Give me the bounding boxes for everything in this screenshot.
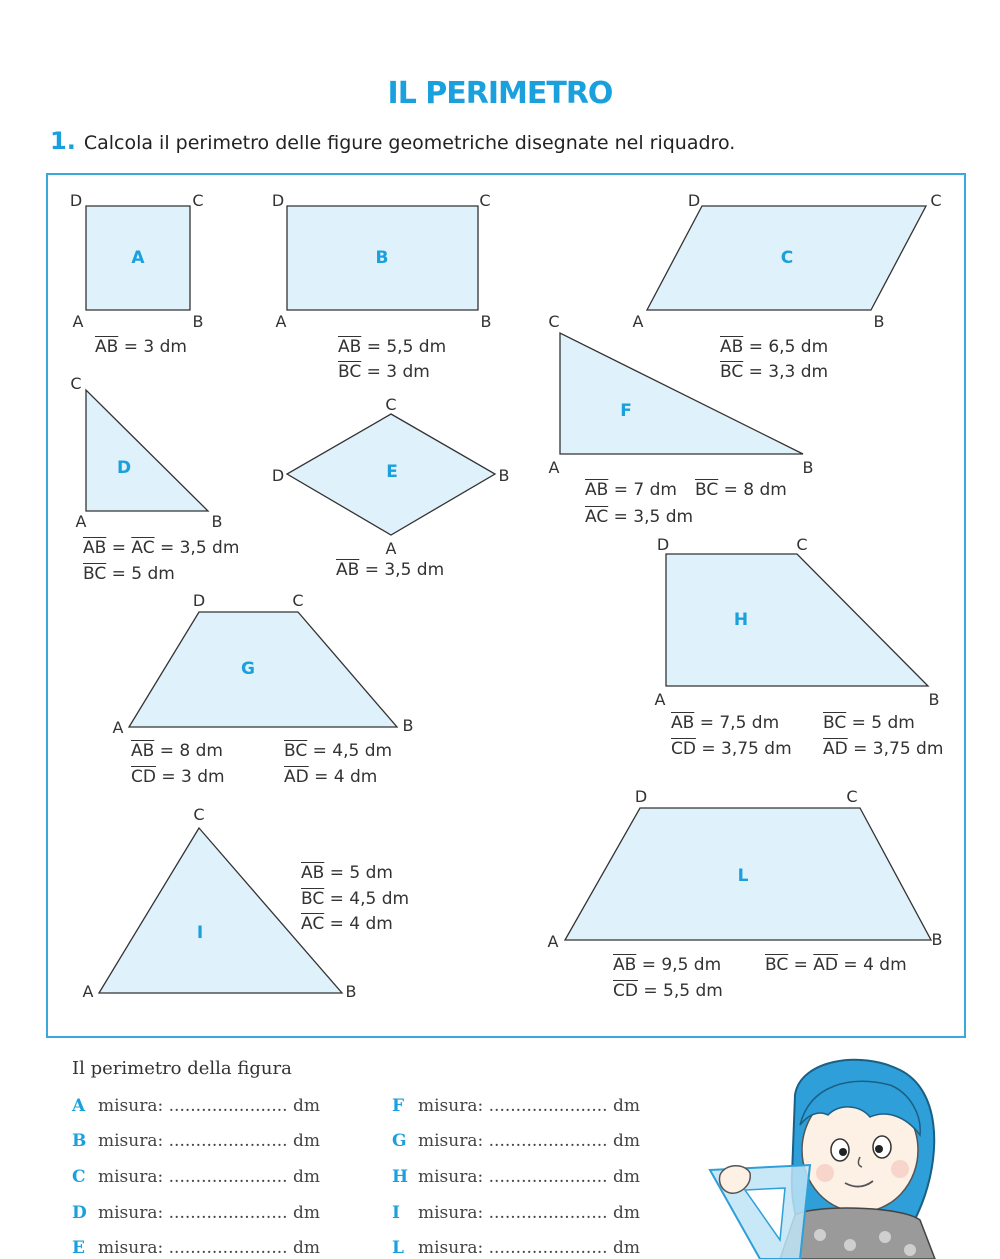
figure-c-name: C: [780, 248, 794, 268]
vertex-label: B: [802, 458, 814, 477]
vertex-label: A: [632, 312, 644, 331]
vertex-label: A: [548, 458, 560, 477]
vertex-label: A: [112, 718, 124, 737]
girl-illustration: [700, 1055, 950, 1259]
vertex-label: A: [547, 932, 559, 951]
measure-g-1: $\overline{AB} = 8$ dm: [131, 741, 223, 761]
measure-f-2: $\overline{BC} = 8$ dm: [695, 480, 787, 500]
answer-row-d[interactable]: D misura: ...................... dm: [72, 1203, 320, 1223]
vertex-label: C: [930, 191, 942, 210]
vertex-label: D: [192, 591, 206, 610]
measure-e-1: $\overline{AB} = 3,5$ dm: [336, 560, 445, 580]
measure-b-1: $\overline{AB} = 5,5$ dm: [338, 337, 447, 357]
figure-d-name: D: [116, 458, 132, 478]
answer-row-g[interactable]: G misura: ...................... dm: [392, 1131, 640, 1151]
measure-g-4: $\overline{AD} = 4$ dm: [284, 767, 378, 787]
answer-row-a[interactable]: A misura: ...................... dm: [72, 1096, 320, 1116]
figure-h-trapezoid: [666, 554, 928, 686]
measure-g-3: $\overline{BC} = 4,5$ dm: [284, 741, 393, 761]
figure-a-name: A: [131, 248, 145, 268]
measure-h-1: $\overline{AB} = 7,5$ dm: [671, 713, 780, 733]
answer-row-f[interactable]: F misura: ...................... dm: [392, 1096, 640, 1116]
vertex-label: A: [72, 312, 84, 331]
page-title: IL PERIMETRO: [387, 76, 613, 111]
figure-h-name: H: [733, 610, 749, 630]
vertex-label: B: [402, 716, 414, 735]
vertex-label: C: [70, 374, 82, 393]
vertex-label: B: [345, 982, 357, 1001]
exercise-text: Calcola il perimetro delle figure geometriche disegnate nel riquadro.: [83, 132, 736, 154]
measure-h-4: $\overline{AD} = 3,75$ dm: [823, 739, 944, 759]
vertex-label: B: [480, 312, 492, 331]
vertex-label: C: [796, 535, 808, 554]
vertex-label: A: [385, 539, 397, 558]
measure-i-2: $\overline{BC} = 4,5$ dm: [301, 889, 410, 909]
measure-h-2: $\overline{CD} = 3,75$ dm: [671, 739, 792, 759]
vertex-label: B: [192, 312, 204, 331]
figure-i-triangle: [99, 828, 342, 993]
vertex-label: B: [211, 512, 223, 531]
figure-e-name: E: [386, 462, 398, 482]
measure-i-3: $\overline{AC} = 4$ dm: [301, 914, 393, 934]
measure-a-1: $\overline{AB} = 3$ dm: [95, 337, 187, 357]
vertex-label: D: [634, 787, 648, 806]
figure-b-name: B: [375, 248, 389, 268]
vertex-label: D: [656, 535, 670, 554]
figure-l-name: L: [737, 866, 749, 886]
vertex-label: A: [654, 690, 666, 709]
vertex-label: C: [385, 395, 397, 414]
measure-b-2: $\overline{BC} = 3$ dm: [338, 362, 430, 382]
answer-row-c[interactable]: C misura: ...................... dm: [72, 1167, 320, 1187]
vertex-label: C: [192, 191, 204, 210]
answer-row-i[interactable]: I misura: ...................... dm: [392, 1203, 640, 1223]
measure-l-3: $\overline{BC} = \overline{AD} = 4$ dm: [765, 955, 907, 975]
measure-l-1: $\overline{AB} = 9,5$ dm: [613, 955, 722, 975]
measure-d-2: $\overline{BC} = 5$ dm: [83, 564, 175, 584]
vertex-label: D: [271, 191, 285, 210]
answer-row-e[interactable]: E misura: ...................... dm: [72, 1238, 320, 1258]
vertex-label: D: [271, 466, 285, 485]
vertex-label: A: [82, 982, 94, 1001]
vertex-label: C: [846, 787, 858, 806]
answer-row-b[interactable]: B misura: ...................... dm: [72, 1131, 320, 1151]
measure-i-1: $\overline{AB} = 5$ dm: [301, 863, 393, 883]
vertex-label: B: [931, 930, 943, 949]
vertex-label: B: [928, 690, 940, 709]
figure-d-triangle: [86, 390, 208, 511]
vertex-label: C: [292, 591, 304, 610]
vertex-label: A: [275, 312, 287, 331]
vertex-label: C: [479, 191, 491, 210]
figure-g-trapezoid: [129, 612, 397, 727]
measure-f-1: $\overline{AB} = 7$ dm: [585, 480, 677, 500]
vertex-label: C: [193, 805, 205, 824]
figure-g-name: G: [241, 659, 255, 679]
measure-c-1: $\overline{AB} = 6,5$ dm: [720, 337, 829, 357]
vertex-label: A: [75, 512, 87, 531]
exercise-number: 1.: [50, 127, 76, 155]
figure-i-name: I: [196, 923, 204, 943]
measure-g-2: $\overline{CD} = 3$ dm: [131, 767, 225, 787]
answers-intro: Il perimetro della figura: [72, 1058, 292, 1079]
figure-f-name: F: [620, 401, 632, 421]
measure-c-2: $\overline{BC} = 3,3$ dm: [720, 362, 829, 382]
answer-row-l[interactable]: L misura: ...................... dm: [392, 1238, 640, 1258]
answer-row-h[interactable]: H misura: ...................... dm: [392, 1167, 640, 1187]
measure-f-3: $\overline{AC} = 3,5$ dm: [585, 507, 694, 527]
vertex-label: C: [548, 312, 560, 331]
vertex-label: B: [873, 312, 885, 331]
vertex-label: B: [498, 466, 510, 485]
measure-l-2: $\overline{CD} = 5,5$ dm: [613, 981, 723, 1001]
measure-d-1: $\overline{AB} = \overline{AC} = 3,5$ dm: [83, 538, 240, 558]
vertex-label: D: [69, 191, 83, 210]
measure-h-3: $\overline{BC} = 5$ dm: [823, 713, 915, 733]
vertex-label: D: [687, 191, 701, 210]
